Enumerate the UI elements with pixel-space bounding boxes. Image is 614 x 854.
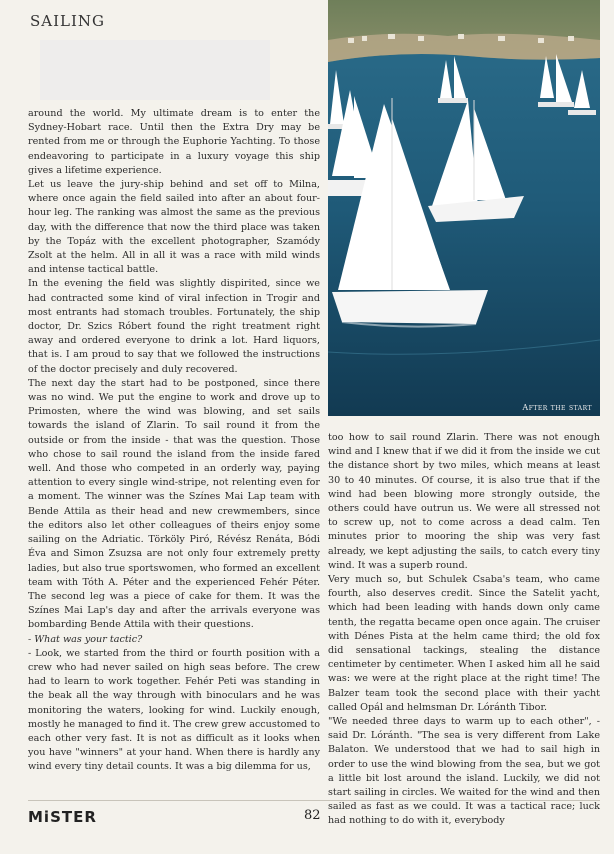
paragraph: In the evening the field was slightly dispirited, since we had contracted some kind of viral infection in Trogir and most entrants had stomach troubles. Fortunately, the ship doctor, Dr. Szics Róbert found the right treatment right away and ordered everyone to drink a lot. Hard liquors, that is. I am proud to say that we followed the instructions of the doctor precisely and duly recovered. [28, 278, 320, 375]
paragraph: Very much so, but Schulek Csaba's team, who came fourth, also deserves credit. Since the Satelit yacht, which had been leading with hands down only came tenth, the regatta became open once again. The cruiser with Dénes Pista at the helm came third; the old fox did sensational tackings, stealing the distance centimeter by centimeter. When I asked him all he said was: we were at the right place at the right time! The Balzer team took the second place with their yacht called Opál and helmsman Dr. Lóránth Tibor. [328, 574, 600, 713]
paragraph: The next day the start had to be postponed, since there was no wind. We put the engine to work and drove up to Primosten, where the wind was blowing, and set sails towards the island of Zlarin. To sail round it from the outside or from the inside - that was the question. Those who chose to sail round the island from the inside fared well. And those who competed in an orderly way, paying attention to every single wind-stripe, not relenting even for a moment. The winner was the Színes Mai Lap team with Bende Attila as their head and new crewmembers, since the editors also let other colleagues of theirs enjoy some sailing on the Adriatic. Törköly Piró, Révész Renáta, Bódi Éva and Simon Zsuzsa are not only four extremely pretty ladies, but also true sportswomen, who formed an excellent team with Tóth A. Péter and the experienced Fehér Péter. The second leg was a piece of cake for them. It was the Színes Mai Lap's day and after the arrivals everyone was bombarding Bende Attila with their questions. [28, 377, 320, 631]
section-title: SAILING [30, 12, 106, 30]
interview-answer: - Look, we started from the third or fourth position with a crew who had never sailed on high seas before. The crew had to learn to work together. Fehér Peti was standing in the beak all the way through with binoculars and he was monitoring the waters, looking for wind. Luckily enough, mostly he managed to find it. The crew grew accustomed to each other very fast. It is not as difficult as it looks when you have "winners" at your hand. When there is hardly any wind every tiny detail counts. It was a big dilemma for us, [28, 647, 320, 773]
paragraph: Let us leave the jury-ship behind and set off to Milna, where once again the field sailed into after an about four-hour leg. The ranking was almost the same as the previous day, with the difference that now the third place was taken by the Topáz with the excellent photographer, Szamódy Zsolt at the helm. All in all it was a race with mild winds and intense tactical battle. [28, 179, 320, 276]
paragraph: "We needed three days to warm up to each other", - said Dr. Lóránth. "The sea is very different from Lake Balaton. We understood that we had to sail high in order to use the wind blowing from the sea, but we got a little bit lost around the island. Luckily, we did not start sailing in circles. We waited for the wind and then sailed as fast as we could. It was a tactical race; luck had nothing to do with it, everybody [328, 716, 600, 827]
page-number: 82 [304, 808, 321, 823]
faint-background-panel [40, 40, 270, 100]
footer-divider [28, 800, 600, 801]
right-text-column [328, 431, 600, 829]
paragraph: too how to sail round Zlarin. There was not enough wind and I knew that if we did it from the inside we cut the distance short by two miles, which means at least 30 to 40 minutes. Of course, it is also true that if the wind had been blowing more strongly outside, the others could have outrun us. We were all stressed not to screw up, not to come across a dead calm. Ten minutes prior to mooring the ship was very fast already, we kept adjusting the sails, to catch every tiny wind. It was a superb round. [328, 432, 600, 571]
magazine-brand: MiSTER [28, 808, 97, 826]
photo-caption: After the start [522, 403, 592, 412]
left-text-column [28, 107, 320, 775]
sailing-photo-illustration [328, 0, 600, 416]
paragraph: around the world. My ultimate dream is to enter the Sydney-Hobart race. Until then the Extra Dry may be rented from me or through the Euphorie Yachting. To those endeavoring to participate in a luxury voyage this ship gives a lifetime experience. [28, 108, 320, 176]
sailing-photo [328, 0, 600, 416]
interview-question: - What was your tactic? [28, 633, 143, 645]
